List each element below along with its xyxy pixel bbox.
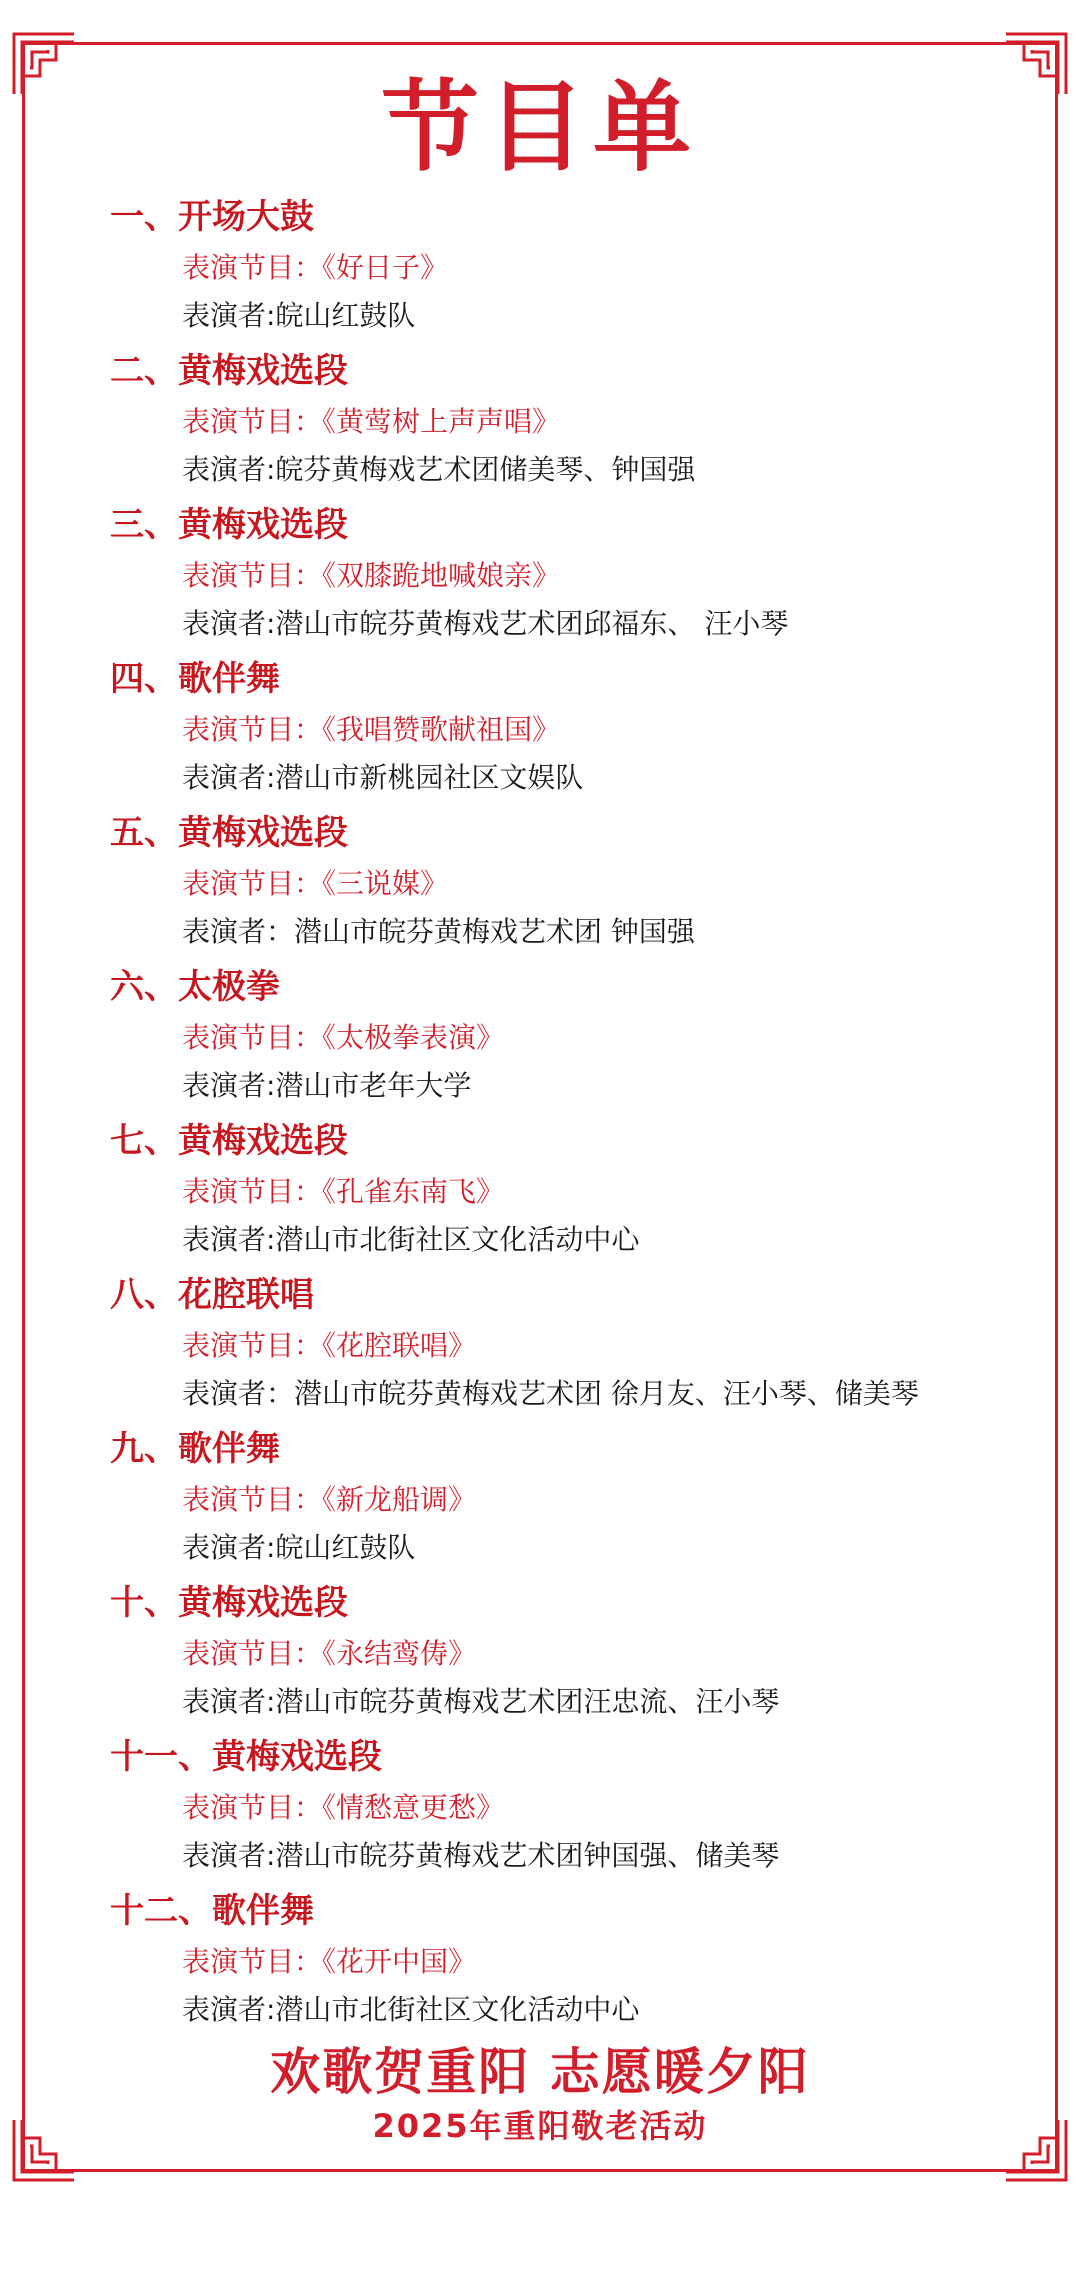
slogan: 欢歌贺重阳 志愿暖夕阳 [270,2043,810,2101]
program-item [0,806,1080,960]
program-item-show: 表演节目：《孔雀东南飞》 [182,1175,505,1208]
program-item-performer: 表演者:潜山市皖芬黄梅戏艺术团邱福东、 汪小琴 [182,607,789,640]
program-item-show: 表演节目：《永结鸾俦》 [182,1637,477,1670]
program-item-heading: 三、黄梅戏选段 [110,505,348,545]
program-item [0,344,1080,498]
program-item [0,1730,1080,1884]
program-item-performer: 表演者：潜山市皖芬黄梅戏艺术团 钟国强 [182,915,695,948]
program-item-heading: 五、黄梅戏选段 [110,813,348,853]
program-item-heading: 八、花腔联唱 [110,1275,314,1315]
program-item-heading: 一、开场大鼓 [110,197,314,237]
event-name: 2025年重阳敬老活动 [372,2107,708,2145]
program-item-heading: 九、歌伴舞 [110,1429,280,1469]
program-item-show: 表演节目：《三说媒》 [182,867,449,900]
program-item-performer: 表演者:皖山红鼓队 [182,1531,416,1564]
program-item [0,652,1080,806]
program-item-heading: 六、太极拳 [110,967,280,1007]
program-item-performer: 表演者:潜山市新桃园社区文娱队 [182,761,584,794]
program-item-show: 表演节目：《好日子》 [182,251,449,284]
program-item-performer: 表演者：潜山市皖芬黄梅戏艺术团 徐月友、汪小琴、储美琴 [182,1377,919,1410]
program-item [0,960,1080,1114]
program-item-heading: 七、黄梅戏选段 [110,1121,348,1161]
program-item-heading: 十二、歌伴舞 [110,1891,314,1931]
program-item-show: 表演节目：《花开中国》 [182,1945,477,1978]
program-item [0,1268,1080,1422]
program-item-show: 表演节目：《情愁意更愁》 [182,1791,505,1824]
program-item-show: 表演节目：《新龙船调》 [182,1483,477,1516]
program-item-performer: 表演者:皖芬黄梅戏艺术团储美琴、钟国强 [182,453,696,486]
program-item [0,1422,1080,1576]
program-item-performer: 表演者:潜山市北街社区文化活动中心 [182,1223,640,1256]
program-item [0,1114,1080,1268]
page-title: 节目单 [380,71,699,185]
program-item-performer: 表演者:潜山市老年大学 [182,1069,472,1102]
program-item-show: 表演节目：《花腔联唱》 [182,1329,477,1362]
program-item-heading: 十、黄梅戏选段 [110,1583,348,1623]
program-item-show: 表演节目：《我唱赞歌献祖国》 [182,713,561,746]
program-item [0,1884,1080,2038]
program-item-performer: 表演者:潜山市皖芬黄梅戏艺术团汪忠流、汪小琴 [182,1685,780,1718]
program-item [0,1576,1080,1730]
program-item [0,190,1080,344]
program-item-performer: 表演者:皖山红鼓队 [182,299,416,332]
program-item-performer: 表演者:潜山市北街社区文化活动中心 [182,1993,640,2026]
program-item-show: 表演节目：《双膝跪地喊娘亲》 [182,559,561,592]
program-item-show: 表演节目：《黄莺树上声声唱》 [182,405,561,438]
program-item [0,498,1080,652]
program-item-show: 表演节目：《太极拳表演》 [182,1021,505,1054]
program-item-heading: 十一、黄梅戏选段 [110,1737,382,1777]
program-list [0,190,1080,2038]
program-item-performer: 表演者:潜山市皖芬黄梅戏艺术团钟国强、储美琴 [182,1839,780,1872]
program-item-heading: 二、黄梅戏选段 [110,351,348,391]
program-item-heading: 四、歌伴舞 [110,659,280,699]
